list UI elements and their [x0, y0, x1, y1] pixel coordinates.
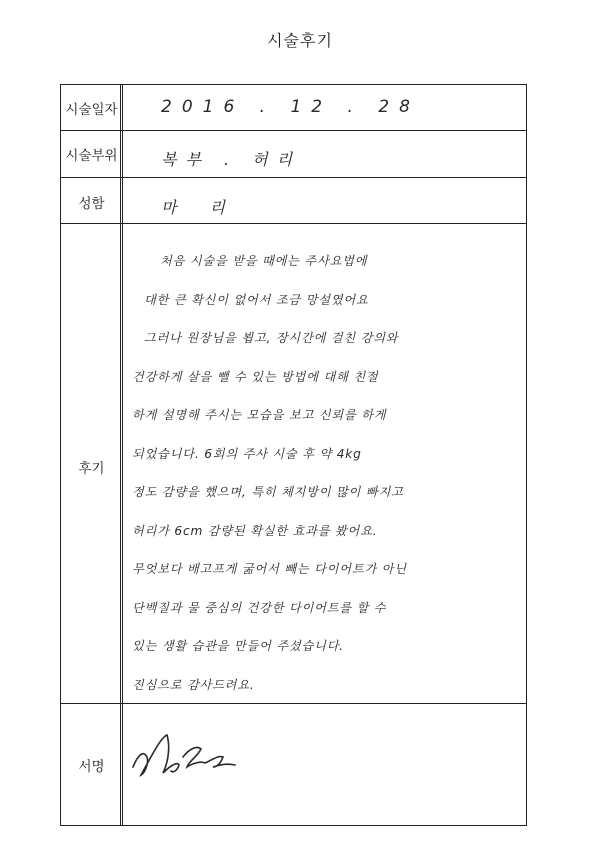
review-line: 하게 설명해 주시는 모습을 보고 신뢰를 하게 — [132, 408, 387, 422]
label-signature: 서명 — [78, 759, 105, 775]
review-line: 건강하게 살을 뺄 수 있는 방법에 대해 친절 — [132, 369, 379, 384]
column-divider — [122, 85, 123, 825]
label-review: 후기 — [78, 461, 105, 477]
review-line: 단백질과 물 중심의 건강한 다이어트를 할 수 — [132, 600, 387, 615]
row-divider — [61, 130, 526, 131]
row-divider — [61, 177, 526, 178]
label-date: 시술일자 — [65, 102, 118, 118]
date-value: 2016 . 12 . 28 — [161, 97, 420, 117]
handwritten-signature — [127, 727, 247, 787]
name-value: 마 리 — [161, 198, 239, 217]
review-line: 그러나 원장님을 뵙고, 장시간에 걸친 강의와 — [144, 331, 399, 345]
review-line: 있는 생활 습관을 만들어 주셨습니다. — [132, 639, 344, 653]
review-line: 되었습니다. 6회의 주사 시술 후 약 4kg — [132, 446, 362, 461]
review-form — [60, 84, 527, 826]
review-line: 허리가 6cm 감량된 확실한 효과를 봤어요. — [132, 523, 378, 538]
review-text — [132, 242, 522, 704]
label-name: 성함 — [78, 196, 105, 212]
review-line: 대한 큰 확신이 없어서 조금 망설였어요 — [144, 292, 369, 307]
review-line: 무엇보다 배고프게 굶어서 빼는 다이어트가 아닌 — [132, 562, 407, 576]
row-divider — [61, 223, 526, 224]
document-title: 시술후기 — [267, 31, 333, 50]
label-area: 시술부위 — [65, 148, 118, 164]
review-line: 처음 시술을 받을 때에는 주사요법에 — [160, 254, 368, 268]
review-line: 정도 감량을 했으며, 특히 체지방이 많이 빠지고 — [132, 485, 404, 499]
review-line: 진심으로 감사드려요. — [132, 677, 255, 692]
area-value: 복부 . 허리 — [161, 150, 302, 169]
